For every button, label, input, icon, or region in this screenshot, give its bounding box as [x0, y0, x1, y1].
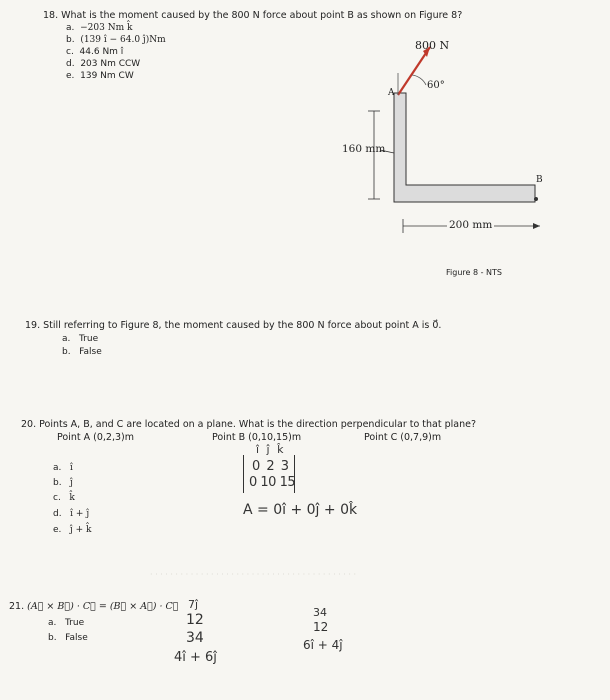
q20-point-b: Point B (0,10,15)m [212, 432, 302, 443]
q19-option-b[interactable]: b. False [62, 347, 102, 357]
q18-option-e[interactable]: e. 139 Nm CW [66, 71, 134, 81]
q18-option-d[interactable]: d. 203 Nm CCW [66, 59, 141, 69]
figure-8-diagram [330, 35, 570, 240]
q20-hand-row2: 0 10 15 [249, 475, 296, 490]
q20-option-b[interactable]: b. ĵ [53, 478, 73, 488]
q20-hand-header: î ĵ k̂ [256, 443, 286, 456]
q20-hand-row1: 0 2 3 [252, 459, 291, 474]
force-label: 800 N [415, 39, 450, 52]
point-b-marker [534, 197, 538, 201]
q21-option-b[interactable]: b. False [48, 633, 88, 643]
q18-option-c[interactable]: c. 44.6 Nm î [66, 47, 124, 57]
q18-option-a[interactable]: a. −203 Nm k̂ [66, 23, 133, 33]
q18-option-b[interactable]: b. (139 î − 64.0 ĵ)Nm [66, 35, 166, 45]
q20-option-a[interactable]: a. î [53, 463, 73, 473]
bracket-shape [394, 93, 535, 202]
bleed-through-text: · · · · · · · · · · · · · · · · · · · · · · · · · · · · · · · · · · · · · · · · · [150, 570, 356, 579]
q21-hand-right-2: 12 [313, 620, 329, 634]
q20-point-a: Point A (0,2,3)m [57, 432, 134, 443]
q21-hand-left-4: 4î + 6ĵ [174, 650, 217, 665]
q21-hand-right-3: 6î + 4ĵ [303, 638, 343, 652]
question-19: 19. Still referring to Figure 8, the moment caused by the 800 N force about point A is 0⃗. [25, 320, 442, 331]
question-18: 18. What is the moment caused by the 800 N force about point B as shown on Figure 8? [43, 10, 463, 21]
q21-hand-right-1: 34 [313, 606, 327, 619]
q20-option-d[interactable]: d. î + ĵ [53, 509, 90, 519]
angle-label: 60° [427, 80, 445, 91]
width-label: 200 mm [449, 219, 493, 231]
q20-option-e[interactable]: e. ĵ + k̂ [53, 525, 92, 535]
angle-arc [398, 73, 426, 95]
q19-option-a[interactable]: a. True [62, 334, 99, 344]
q21-equation: (A⃗ × B⃗) · C⃗ = (B⃗ × A⃗) · C⃗ [27, 601, 179, 612]
point-a-label: A [388, 88, 395, 98]
question-20: 20. Points A, B, and C are located on a plane. What is the direction perpendicular to that plane? [21, 419, 477, 430]
figure-caption: Figure 8 - NTS [446, 268, 502, 277]
question-21: 21. (A⃗ × B⃗) · C⃗ = (B⃗ × A⃗) · C⃗ [9, 601, 179, 612]
point-b-label: B [536, 175, 543, 185]
q21-option-a[interactable]: a. True [48, 618, 85, 628]
q21-hand-left-3: 34 [186, 630, 204, 646]
q20-option-c[interactable]: c. k̂ [53, 493, 75, 503]
q21-hand-left-2: 12 [186, 612, 204, 628]
height-label: 160 mm [342, 143, 386, 155]
q20-hand-result: A = 0î + 0ĵ + 0k̂ [243, 502, 358, 518]
q21-hand-left-1: 7ĵ [188, 598, 199, 611]
q20-point-c: Point C (0,7,9)m [364, 432, 442, 443]
